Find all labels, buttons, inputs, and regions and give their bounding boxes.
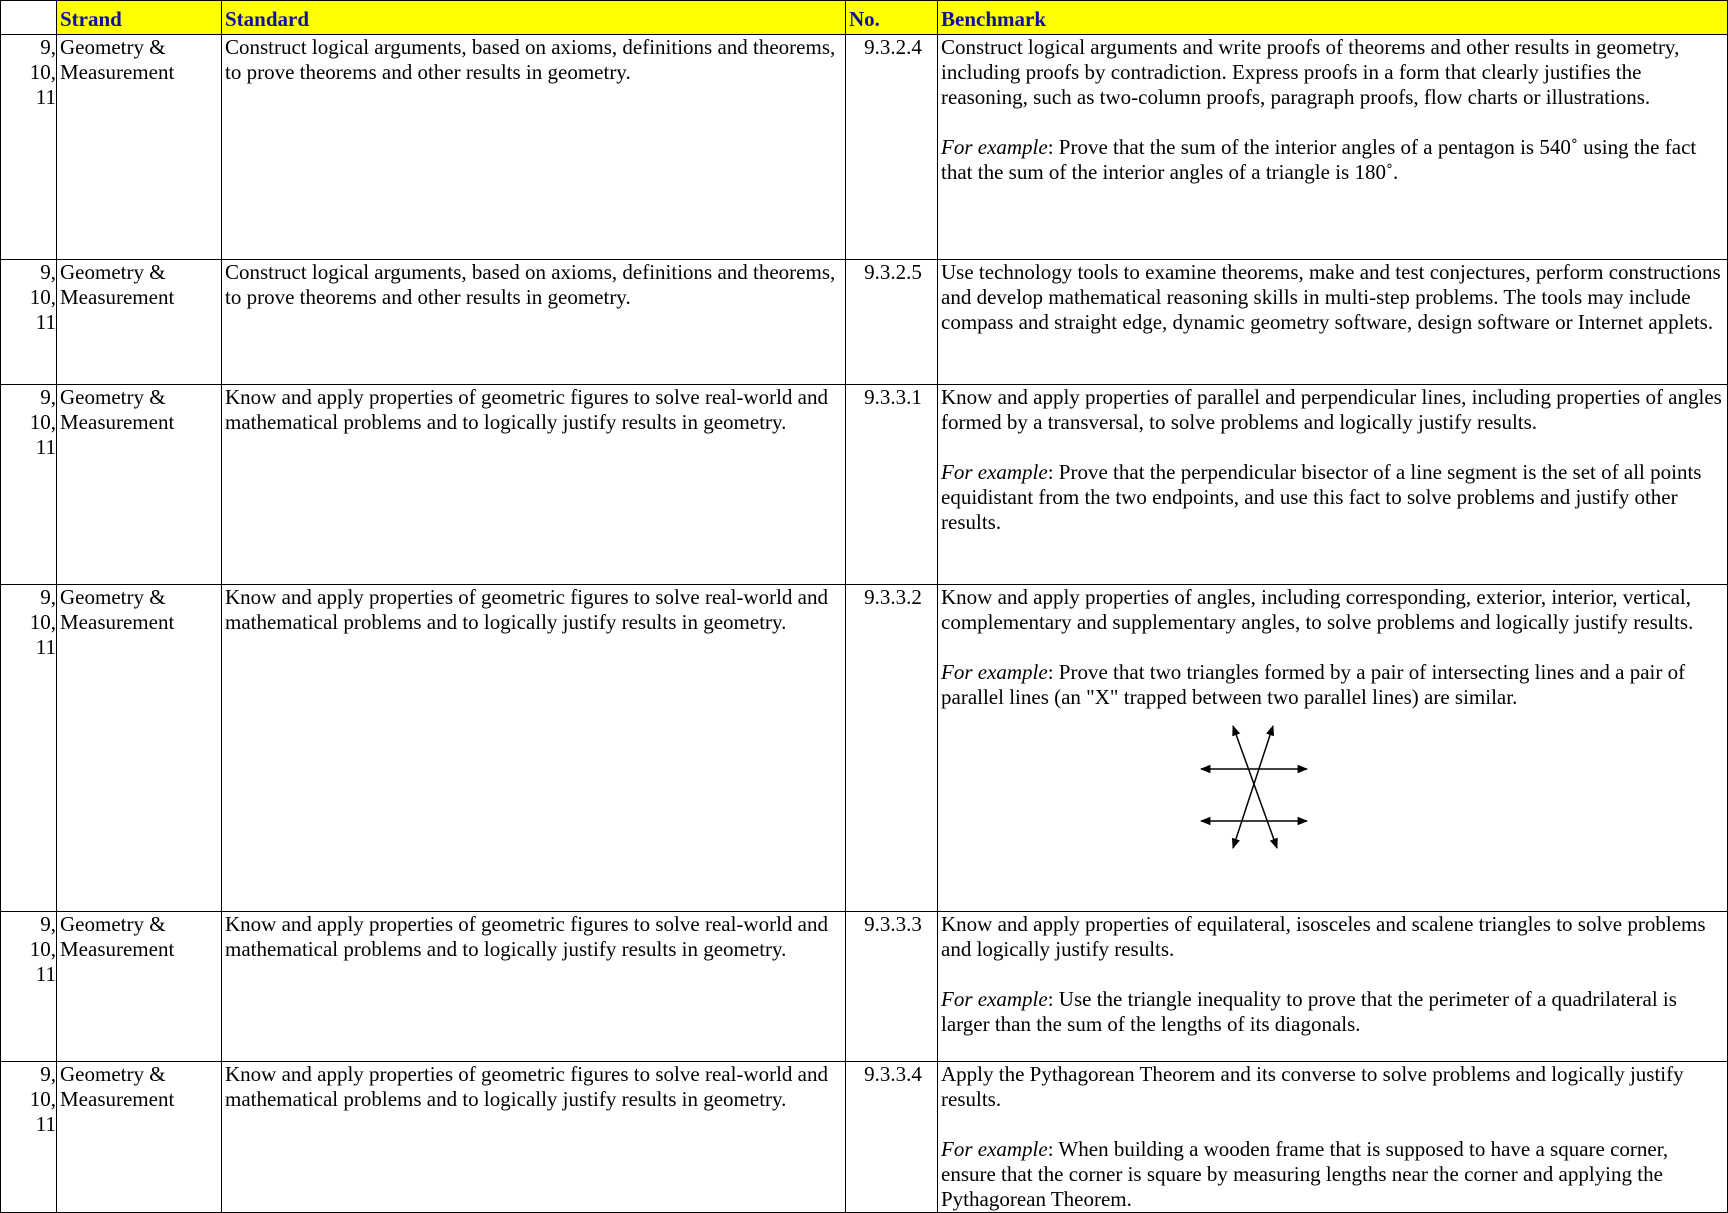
grade-line: 10,	[29, 60, 56, 84]
example-text: : When building a wooden frame that is supposed to have a square corner, ensure that the corner is square by measuring lengths near the corner and applying the Pythagorean Theorem.	[941, 1137, 1669, 1211]
benchmark-example	[941, 1137, 1727, 1212]
table-row	[1, 912, 1728, 1062]
x-parallel-lines-figure	[941, 710, 1727, 862]
grade-cell	[1, 912, 57, 1062]
example-label: For example	[941, 135, 1048, 159]
strand-cell: Geometry & Measurement	[57, 585, 222, 912]
example-label: For example	[941, 660, 1048, 684]
grade-line: 9,	[40, 912, 56, 936]
benchmark-example	[941, 987, 1727, 1037]
grade-line: 11	[35, 85, 56, 109]
benchmark-number: 9.3.3.2	[846, 585, 938, 912]
example-text: : Prove that the sum of the interior angles of a pentagon is 540˚ using the fact that the sum of the interior angles of a triangle is 180˚.	[941, 135, 1697, 184]
benchmark-number: 9.3.2.5	[846, 260, 938, 385]
grade-line: 11	[35, 635, 56, 659]
grade-line: 10,	[29, 1087, 56, 1111]
grade-line: 9,	[40, 1062, 56, 1086]
benchmark-text: Know and apply properties of equilateral, isosceles and scalene triangles to solve problems and logically justify results.	[941, 912, 1706, 961]
grade-line: 10,	[29, 410, 56, 434]
grade-line: 11	[35, 435, 56, 459]
grade-cell	[1, 260, 57, 385]
benchmark-text: Apply the Pythagorean Theorem and its converse to solve problems and logically justify results.	[941, 1062, 1684, 1111]
grade-line: 9,	[40, 35, 56, 59]
benchmark-number: 9.3.2.4	[846, 35, 938, 260]
standard-cell: Construct logical arguments, based on axioms, definitions and theorems, to prove theorems and other results in geometry.	[222, 35, 846, 260]
grade-line: 10,	[29, 285, 56, 309]
strand-cell: Geometry & Measurement	[57, 912, 222, 1062]
grade-line: 9,	[40, 260, 56, 284]
x-between-parallel-lines-diagram	[1199, 724, 1309, 850]
example-text: : Prove that the perpendicular bisector of a line segment is the set of all points equidistant from the two endpoints, and use this fact to solve problems and justify other results.	[941, 460, 1702, 534]
standard-cell: Know and apply properties of geometric figures to solve real-world and mathematical problems and to logically justify results in geometry.	[222, 912, 846, 1062]
benchmark-cell	[938, 35, 1728, 260]
benchmark-cell	[938, 385, 1728, 585]
grade-cell	[1, 35, 57, 260]
table-row	[1, 385, 1728, 585]
header-grade	[1, 1, 57, 35]
benchmark-text: Use technology tools to examine theorems, make and test conjectures, perform constructions and develop mathematical reasoning skills in multi-step problems. The tools may include compass and straight edge, dynamic geometry software, design software or Internet applets.	[941, 260, 1721, 334]
header-row	[1, 1, 1728, 35]
benchmark-cell	[938, 1062, 1728, 1213]
grade-line: 10,	[29, 937, 56, 961]
grade-line: 11	[35, 1112, 56, 1136]
strand-cell: Geometry & Measurement	[57, 385, 222, 585]
table-row	[1, 260, 1728, 385]
benchmark-example	[941, 135, 1727, 185]
benchmark-number: 9.3.3.3	[846, 912, 938, 1062]
table-row	[1, 585, 1728, 912]
table-row	[1, 1062, 1728, 1213]
strand-cell: Geometry & Measurement	[57, 260, 222, 385]
benchmark-number: 9.3.3.4	[846, 1062, 938, 1213]
header-benchmark: Benchmark	[938, 1, 1728, 35]
benchmark-text: Know and apply properties of parallel and perpendicular lines, including properties of angles formed by a transversal, to solve problems and logically justify results.	[941, 385, 1722, 434]
grade-line: 9,	[40, 585, 56, 609]
grade-line: 11	[35, 962, 56, 986]
benchmark-text: Know and apply properties of angles, including corresponding, exterior, interior, vertical, complementary and supplementary angles, to solve problems and logically justify results.	[941, 585, 1694, 634]
example-label: For example	[941, 460, 1048, 484]
benchmark-example	[941, 660, 1727, 710]
benchmark-number: 9.3.3.1	[846, 385, 938, 585]
example-text: : Use the triangle inequality to prove that the perimeter of a quadrilateral is larger than the sum of the lengths of its diagonals.	[941, 987, 1677, 1036]
header-strand: Strand	[57, 1, 222, 35]
benchmark-example	[941, 460, 1727, 535]
grade-cell	[1, 585, 57, 912]
benchmark-text: Construct logical arguments and write proofs of theorems and other results in geometry, including proofs by contradiction. Express proofs in a form that clearly justifies the reasoning, such as two-column proofs, paragraph proofs, flow charts or illustrations.	[941, 35, 1680, 109]
grade-cell	[1, 385, 57, 585]
standard-cell: Construct logical arguments, based on axioms, definitions and theorems, to prove theorems and other results in geometry.	[222, 260, 846, 385]
header-standard: Standard	[222, 1, 846, 35]
grade-line: 10,	[29, 610, 56, 634]
benchmark-cell	[938, 912, 1728, 1062]
benchmark-cell	[938, 585, 1728, 912]
standard-cell: Know and apply properties of geometric figures to solve real-world and mathematical problems and to logically justify results in geometry.	[222, 585, 846, 912]
strand-cell: Geometry & Measurement	[57, 1062, 222, 1213]
grade-line: 9,	[40, 385, 56, 409]
header-no: No.	[846, 1, 938, 35]
example-label: For example	[941, 987, 1048, 1011]
strand-cell: Geometry & Measurement	[57, 35, 222, 260]
example-text: : Prove that two triangles formed by a pair of intersecting lines and a pair of parallel lines (an "X" trapped between two parallel lines) are similar.	[941, 660, 1686, 709]
table-row	[1, 35, 1728, 260]
benchmark-cell	[938, 260, 1728, 385]
standard-cell: Know and apply properties of geometric figures to solve real-world and mathematical problems and to logically justify results in geometry.	[222, 1062, 846, 1213]
example-label: For example	[941, 1137, 1048, 1161]
standard-cell: Know and apply properties of geometric figures to solve real-world and mathematical problems and to logically justify results in geometry.	[222, 385, 846, 585]
grade-cell	[1, 1062, 57, 1213]
grade-line: 11	[35, 310, 56, 334]
